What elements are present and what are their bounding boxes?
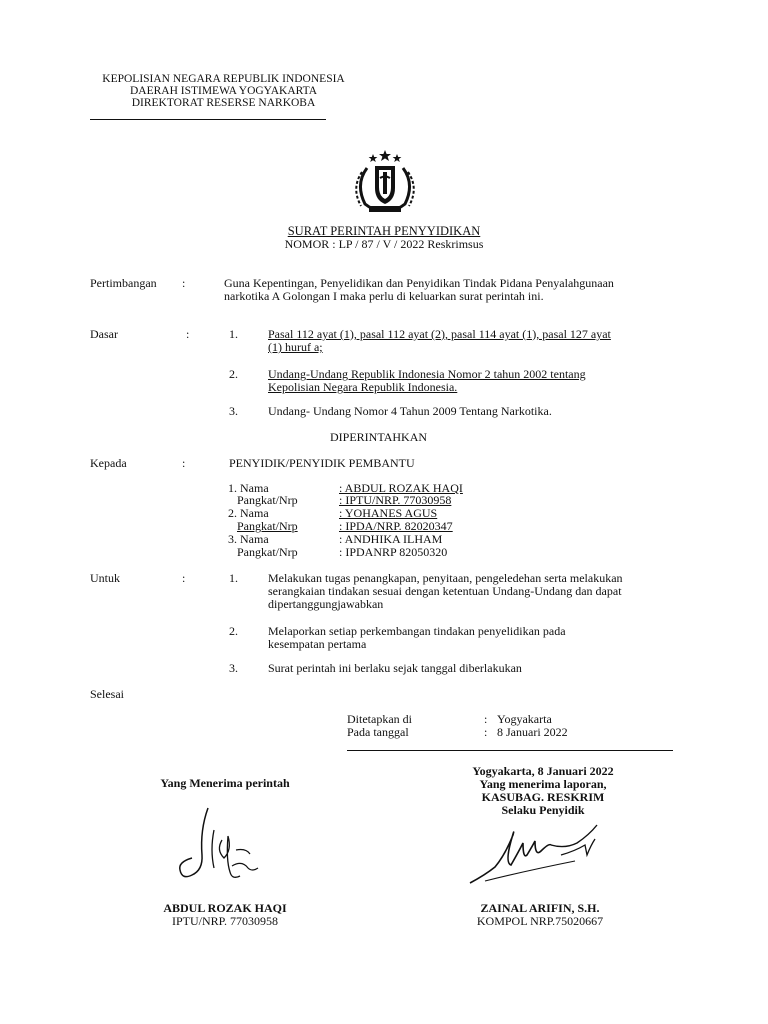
kepada-colon: : — [182, 456, 186, 470]
ditetapkan-value: Yogyakarta — [497, 712, 552, 726]
header-divider — [90, 119, 326, 120]
document-title: SURAT PERINTAH PENYYIDIKAN — [287, 224, 481, 238]
dasar-item-1-line-1: Pasal 112 ayat (1), pasal 112 ayat (2), pasal 114 ayat (1), pasal 127 ayat — [268, 327, 611, 341]
untuk-label: Untuk — [90, 571, 120, 585]
signature-left-mark — [170, 800, 270, 890]
dasar-item-2-line-2: Kepolisian Negara Republik Indonesia. — [268, 380, 458, 394]
sign-right-place-date: Yogyakarta, 8 Januari 2022 — [472, 764, 614, 778]
pada-tanggal-value: 8 Januari 2022 — [497, 725, 568, 739]
dasar-item-3-line-1: Undang- Undang Nomor 4 Tahun 2009 Tentang Narkotika. — [268, 404, 552, 418]
ditetapkan-divider — [347, 750, 673, 751]
ditetapkan-colon: : — [484, 712, 488, 726]
pertimbangan-text-line-2: narkotika A Golongan I maka perlu di keluarkan surat perintah ini. — [224, 289, 544, 303]
pertimbangan-text-line-1: Guna Kepentingan, Penyelidikan dan Penyidikan Tindak Pidana Penyalahgunaan — [224, 276, 614, 290]
pada-tanggal-label: Pada tanggal — [347, 725, 409, 739]
dasar-item-2-number: 2. — [229, 367, 238, 381]
header-line-2: DAERAH ISTIMEWA YOGYAKARTA — [129, 85, 318, 97]
dasar-item-1-number: 1. — [229, 327, 238, 341]
selesai-text: Selesai — [90, 687, 124, 701]
person-2-nama: : YOHANES AGUS — [339, 506, 438, 520]
dasar-item-1-line-2: (1) huruf a; — [268, 340, 323, 354]
sign-right-line-3: KASUBAG. RESKRIM — [481, 790, 605, 804]
header-line-1: KEPOLISIAN NEGARA REPUBLIK INDONESIA — [102, 73, 345, 85]
sign-right-id: KOMPOL NRP.75020667 — [476, 914, 604, 928]
person-1-pangkat-label: Pangkat/Nrp — [237, 493, 298, 507]
person-2-pangkat-label: Pangkat/Nrp — [237, 519, 298, 533]
person-1-pangkat: : IPTU/NRP. 77030958 — [339, 493, 452, 507]
police-emblem-icon — [345, 148, 425, 216]
untuk-item-3-number: 3. — [229, 661, 238, 675]
diperintahkan-heading: DIPERINTAHKAN — [330, 430, 428, 444]
ditetapkan-label: Ditetapkan di — [347, 712, 412, 726]
dasar-label: Dasar — [90, 327, 118, 341]
sign-left-name: ABDUL ROZAK HAQI — [163, 901, 287, 915]
sign-right-name: ZAINAL ARIFIN, S.H. — [480, 901, 600, 915]
kepada-label: Kepada — [90, 456, 127, 470]
dasar-item-3-number: 3. — [229, 404, 238, 418]
person-2-nama-label: 2. Nama — [228, 506, 269, 520]
untuk-item-1-line-1: Melakukan tugas penangkapan, penyitaan, pengeledehan serta melakukan — [268, 571, 623, 585]
dasar-colon: : — [186, 327, 190, 341]
person-1-nama-label: 1. Nama — [228, 481, 269, 495]
person-3-pangkat: : IPDANRP 82050320 — [339, 545, 448, 559]
untuk-item-3-line-1: Surat perintah ini berlaku sejak tanggal diberlakukan — [268, 661, 522, 675]
sign-left-id: IPTU/NRP. 77030958 — [171, 914, 278, 928]
signature-right-mark — [465, 815, 615, 890]
person-3-nama-label: 3. Nama — [228, 532, 269, 546]
document-number: NOMOR : LP / 87 / V / 2022 Reskrimsus — [284, 237, 484, 251]
untuk-item-2-number: 2. — [229, 624, 238, 638]
pertimbangan-colon: : — [182, 276, 186, 290]
untuk-item-2-line-2: kesempatan pertama — [268, 637, 367, 651]
header-line-3: DIREKTORAT RESERSE NARKOBA — [131, 97, 316, 109]
kepada-value: PENYIDIK/PENYIDIK PEMBANTU — [229, 456, 415, 470]
untuk-item-2-line-1: Melaporkan setiap perkembangan tindakan penyelidikan pada — [268, 624, 566, 638]
person-3-nama: : ANDHIKA ILHAM — [339, 532, 443, 546]
untuk-item-1-line-3: dipertanggungjawabkan — [268, 597, 384, 611]
person-2-pangkat: : IPDA/NRP. 82020347 — [339, 519, 453, 533]
sign-left-heading: Yang Menerima perintah — [160, 776, 290, 790]
untuk-item-1-line-2: serangkaian tindakan sesuai dengan ketentuan Undang-Undang dan dapat — [268, 584, 622, 598]
pertimbangan-label: Pertimbangan — [90, 276, 157, 290]
pada-tanggal-colon: : — [484, 725, 488, 739]
person-3-pangkat-label: Pangkat/Nrp — [237, 545, 298, 559]
untuk-item-1-number: 1. — [229, 571, 238, 585]
untuk-colon: : — [182, 571, 186, 585]
person-1-nama: : ABDUL ROZAK HAQI — [339, 481, 463, 495]
sign-right-line-2: Yang menerima laporan, — [479, 777, 607, 791]
sign-right-line-4: Selaku Penyidik — [501, 803, 585, 817]
dasar-item-2-line-1: Undang-Undang Republik Indonesia Nomor 2 tahun 2002 tentang — [268, 367, 586, 381]
